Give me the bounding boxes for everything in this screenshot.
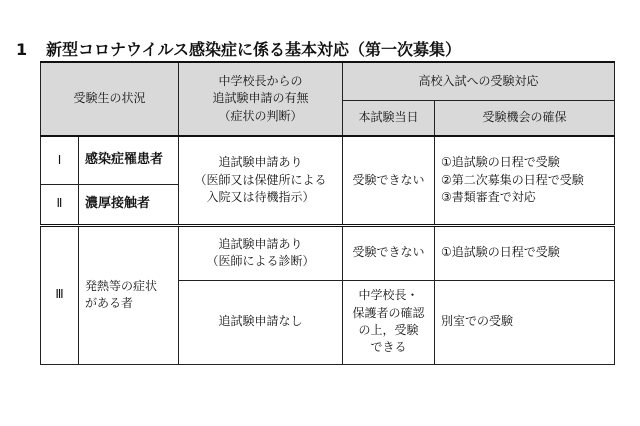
header-row-1 — [41, 62, 615, 100]
exam-day-fever-a: 受験できない — [343, 225, 435, 280]
section-title: 新型コロナウイルス感染症に係る基本対応（第一次募集） — [46, 40, 462, 59]
roman-3: Ⅲ — [41, 225, 79, 364]
opportunity-fever-a: ①追試験の日程で受験 — [435, 225, 615, 280]
header-exam-day: 本試験当日 — [343, 100, 435, 136]
status-close-contact: 濃厚接触者 — [79, 184, 179, 225]
opportunity-fever-b: 別室での受験 — [435, 280, 615, 364]
header-principal-request: 中学校長からの 追試験申請の有無 （症状の判断） — [179, 62, 343, 136]
exam-day-fever-b: 中学校長・ 保護者の確認 の上，受験 できる — [343, 280, 435, 364]
exam-day-rows12: 受験できない — [343, 136, 435, 225]
opportunity-rows12: ①追試験の日程で受験 ②第二次募集の日程で受験 ③書類審査で対応 — [435, 136, 615, 225]
status-fever: 発熱等の症状 がある者 — [79, 225, 179, 364]
response-table — [40, 61, 615, 365]
row-fever-a — [41, 225, 615, 280]
request-fever-a: 追試験申請あり （医師による診断） — [179, 225, 343, 280]
roman-1: Ⅰ — [41, 136, 79, 184]
header-opportunity: 受験機会の確保 — [435, 100, 615, 136]
request-rows12: 追試験申請あり （医師又は保健所による 入院又は待機指示） — [179, 136, 343, 225]
status-infected: 感染症罹患者 — [79, 136, 179, 184]
section-heading — [16, 37, 461, 60]
header-status: 受験生の状況 — [41, 62, 179, 136]
header-high-school-response: 高校入試への受験対応 — [343, 62, 615, 100]
roman-2: Ⅱ — [41, 184, 79, 225]
section-number: 1 — [16, 40, 28, 59]
request-fever-b: 追試験申請なし — [179, 280, 343, 364]
row-infected — [41, 136, 615, 184]
